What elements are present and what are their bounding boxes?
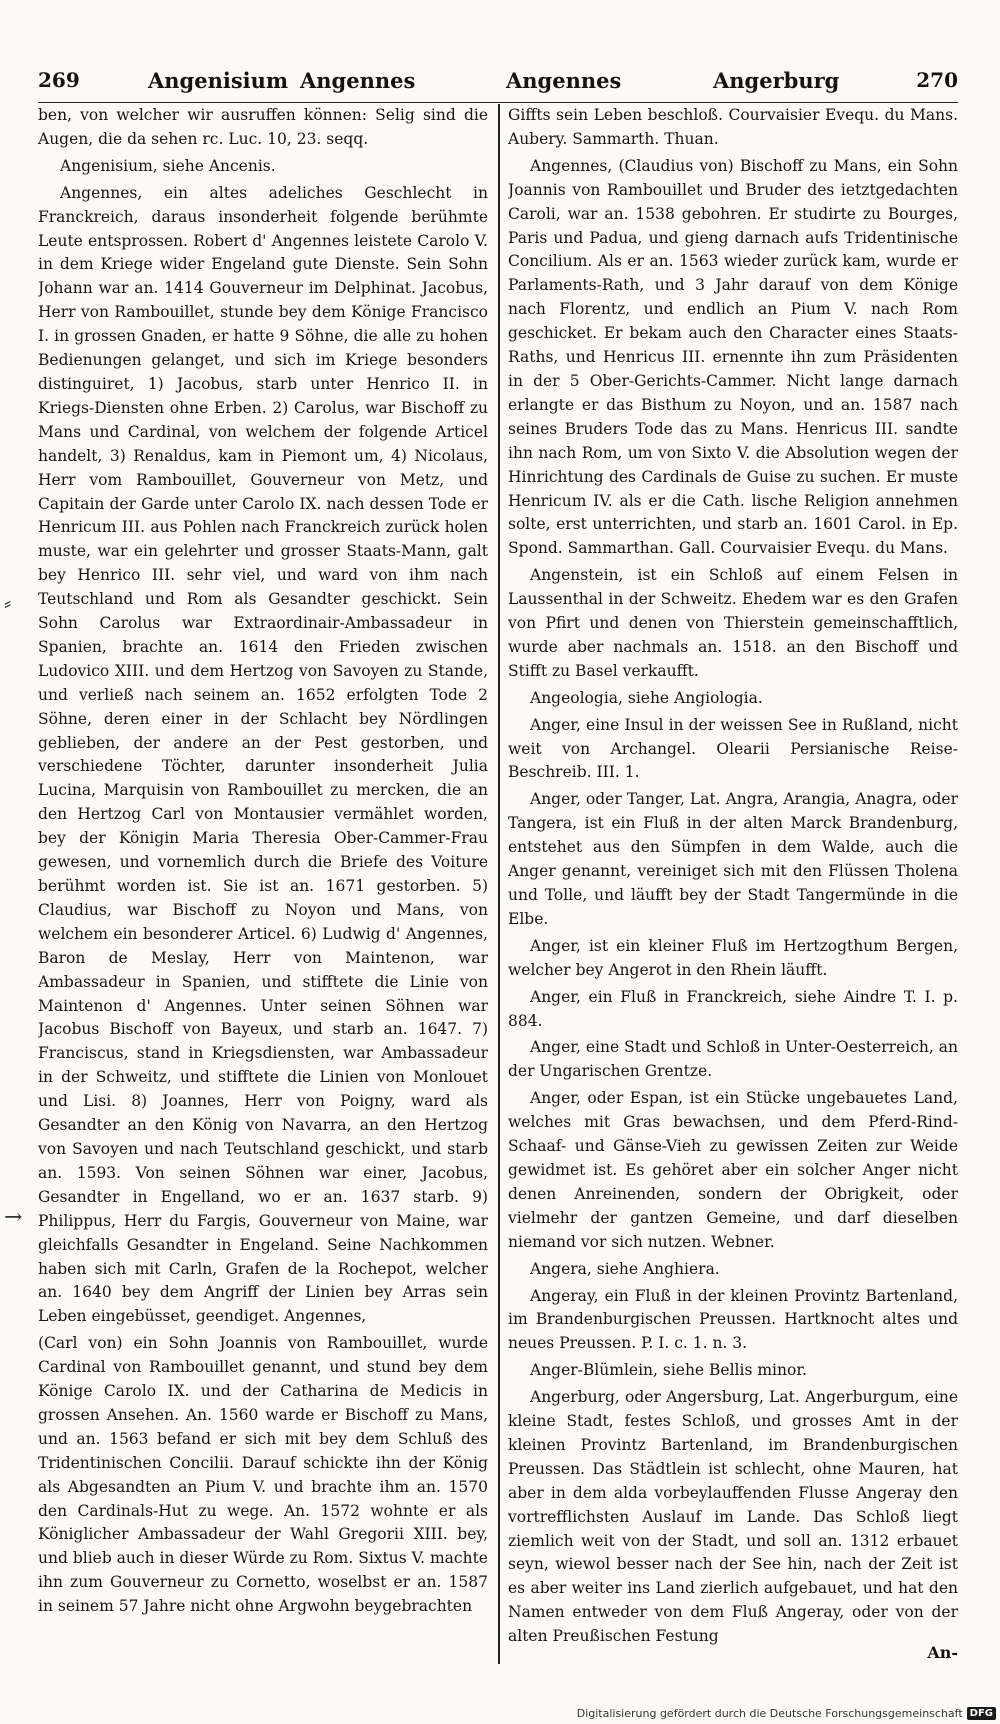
- running-header: [38, 68, 958, 103]
- entry-angeray: Angeray, ein Fluß in der kleinen Provintz Bartenland, im Brandenburgischen Preussen. Hartknocht altes und neues Preussen. P. I. c. 1. n. 3.: [508, 1286, 958, 1353]
- left-page-number: 269: [38, 68, 80, 92]
- entry-angerburg: Angerburg, oder Angersburg, Lat. Angerburgum, eine kleine Stadt, festes Schloß, und grosses Amt in der kleinen Provintz Bartenland, im Brandenburgischen Preussen. Das Städtlein ist schlecht, ohne Mauren, hat aber in dem alda vorbeylauffenden Flusse Angeray den vortrefflichsten Auslauf im Lande. Das Schloß liegt ziemlich weit von der Stadt, und soll an. 1312 erbauet seyn, wiewol besser nach der See hin, nach der Zeit ist es aber weiter ins Land zierlich aufgebauet, und hat den Namen entweder von dem Fluß Angeray, oder von der alten Preußischen Festung: [508, 1388, 958, 1646]
- entry-anger-tanger: Anger, oder Tanger, Lat. Angra, Arangia, Anagra, oder Tangera, ist ein Fluß in der alten Marck Brandenburg, entstehet aus den Sümpfen in dem Walde, auch die Anger genannt, vereiniget sich mit den Flüssen Tholena und Tolle, und läufft bey der Stadt Tangermünde in die Elbe.: [508, 790, 958, 928]
- dfg-logo-icon: DFG: [967, 1707, 996, 1720]
- entry-anger-bergen: Anger, ist ein kleiner Fluß im Hertzogthum Bergen, welcher bey Angerot in den Rhein läufft.: [508, 936, 958, 979]
- entry-continuation-right: Giffts sein Leben beschloß. Courvaisier Evequ. du Mans. Aubery. Sammarth. Thuan.: [508, 106, 958, 148]
- entry-angennes-family: Angennes, ein altes adeliches Geschlecht in Franckreich, daraus insonderheit folgende berühmte Leute entsprossen. Robert d' Angennes leistete Carolo V. in dem Kriege wider Engeland gute Dienste. Sein Sohn Johann war an. 1414 Gouverneur im Delphinat. Jacobus, Herr von Rambouillet, stunde bey dem Könige Francisco I. in grossen Gnaden, er hatte 9 Söhne, die alle zu hohen Bedienungen gelanget, und sich im Kriege besonders distinguiret, 1) Jacobus, starb unter Henrico II. in Kriegs-Diensten ohne Erben. 2) Carolus, war Bischoff zu Mans und Cardinal, von welchem der folgende Articel handelt, 3) Renaldus, kam in Piemont um, 4) Nicolaus, Herr vom Rambouillet, Gouverneur von Metz, und Capitain der Garde unter Carolo IX. nach dessen Tode er Henricum III. aus Pohlen nach Franckreich zurück holen muste, war ein gelehrter und grosser Staats-Mann, galt bey Henrico III. sehr viel, und ward von ihm nach Teutschland und Rom als Gesandter geschickt. Sein Sohn Carolus war Extraordinair-Ambassadeur in Spanien, brachte an. 1614 den Frieden zwischen Ludovico XIII. und dem Hertzog von Savoyen zu Stande, und verließ nach seinem an. 1652 erfolgten Tode 2 Söhne, deren einer in der Schlacht bey Nördlingen geblieben, der andere an der Pest gestorben, und verschiedene Töchter, darunter insonderheit Julia Lucina, Marquisin von Rambouillet zu mercken, die an den Hertzog Carl von Montausier vermählet worden, bey der Königin Maria Theresia Ober-Cammer-Frau gewesen, und vornemlich durch die Briefe des Voiture berühmt worden ist. Sie ist an. 1671 gestorben. 5) Claudius, war Bischoff zu Noyon und Mans, von welchem ein besonderer Articel. 6) Ludwig d' Angennes, Baron de Meslay, Herr von Maintenon, war Ambassadeur in Spanien, und stifftete die Linie von Maintenon d' Angennes. Unter seinen Söhnen war Jacobus Bischoff von Bayeux, und starb an. 1647. 7) Franciscus, stand in Kriegsdiensten, war Ambassadeur in der Schweitz, und stifftete die Linien von Monlouet und Lisi. 8) Joannes, Herr von Poigny, ward als Gesandter an den König von Navarra, an den Hertzog von Savoyen und nach Teutschland geschickt, und starb an. 1593. Von seinen Söhnen war einer, Jacobus, Gesandter in Engelland, wo er an. 1637 starb. 9) Philippus, Herr du Fargis, Gouverneur von Maine, war gleichfalls Gesandter in Engeland. Seine Nachkommen haben sich mit Carln, Grafen de la Rochepot, welcher an. 1640 bey dem Angriff der Linien bey Arras sein Leben eingebüsset, geendiget. Angennes,: [38, 183, 488, 1326]
- text-columns: [38, 104, 958, 1664]
- left-keyword-1: Angenisium: [148, 68, 289, 93]
- digitization-footer: [577, 1707, 996, 1720]
- footer-credit: Digitalisierung gefördert durch die Deutsche Forschungsgemeinschaft: [576, 1707, 963, 1720]
- right-page-number: 270: [916, 68, 958, 92]
- entry-anger-insul: Anger, eine Insul in der weissen See in Rußland, nicht weit von Archangel. Olearii Persianische Reise-Beschreib. III. 1.: [508, 715, 958, 782]
- entry-anger-franckreich: Anger, ein Fluß in Franckreich, siehe Aindre T. I. p. 884.: [508, 987, 958, 1030]
- entry-angennes-carl: (Carl von) ein Sohn Joannis von Rambouillet, wurde Cardinal von Rambouillet genannt, und stund bey dem Könige Carolo IX. und der Catharina de Medicis in grossen Ansehen. An. 1560 warde er Bischoff zu Mans, und an. 1563 befand er sich mit bey dem Schluß des Tridentinischen Concilii. Darauf schickte ihn der König als Abgesandten an Pium V. und brachte ihm an. 1570 den Cardinals-Hut zu wege. An. 1572 wohnte er als Königlicher Ambassadeur der Wahl Gregorii XIII. bey, und blieb auch in dieser Würde zu Rom. Sixtus V. machte ihn zum Gouverneur zu Cornetto, woselbst er an. 1587 in seinem 57 Jahre nicht ohne Argwohn beygebrachten: [38, 1334, 488, 1616]
- entry-anger-bluemlein: Anger-Blümlein, siehe Bellis minor.: [530, 1361, 807, 1380]
- right-column: [508, 104, 958, 1664]
- entry-angera: Angera, siehe Anghiera.: [530, 1259, 720, 1278]
- entry-angeologia: Angeologia, siehe Angiologia.: [530, 688, 763, 707]
- margin-arrow-mark: →: [4, 1205, 23, 1230]
- left-column: [38, 104, 488, 1664]
- entry-angenisium: Angenisium, siehe Ancenis.: [60, 156, 276, 175]
- entry-anger-espan: Anger, oder Espan, ist ein Stücke ungebauetes Land, welches mit Gras bewachsen, und dem Pferd-Rind-Schaaf- und Gänse-Vieh zu gewissen Zeiten zur Weide gewidmet ist. Es gehöret aber ein solcher Anger nicht denen Anreinenden, sondern der Obrigkeit, oder vielmehr der gantzen Gemeine, und darf dieselben niemand vor sich nutzen. Webner.: [508, 1089, 958, 1251]
- right-keyword-1: Angennes: [506, 68, 622, 93]
- entry-angenstein: Angenstein, ist ein Schloß auf einem Felsen in Laussenthal in der Schweitz. Ehedem war es den Grafen von Pfirt und denen von Thierstein gemeinschafftlich, wurde aber nachmals an. 1518. an den Bischoff und Stifft zu Basel verkaufft.: [508, 566, 958, 680]
- margin-squiggle-mark: ⸗: [4, 591, 12, 616]
- right-keyword-2: Angerburg: [713, 68, 840, 93]
- left-keyword-2: Angennes: [300, 68, 416, 93]
- entry-angennes-claudius: Angennes, (Claudius von) Bischoff zu Mans, ein Sohn Joannis von Rambouillet und Bruder des ietztgedachten Caroli, war an. 1538 gebohren. Er studirte zu Bourges, Paris und Padua, und gieng darnach aufs Tridentinische Concilium. Als er an. 1563 wieder zurück kam, wurde er Parlaments-Rath, und 3 Jahr darauf von dem Könige nach Florentz, und endlich an Pium V. nach Rom geschicket. Er bekam auch den Character eines Staats-Raths, und Henricus III. ernennte ihn zum Präsidenten in der 5 Ober-Gerichts-Cammer. Nicht lange darnach erlangte er das Bisthum zu Noyon, und an. 1587 nach seines Bruders Tode das zu Mans. Henricus III. sandte ihn nach Rom, um von Sixto V. die Absolution wegen der Hinrichtung des Cardinals de Guise zu suchen. Er muste Henricum IV. als er die Cath. lische Religion annehmen solte, erst unterrichten, und starb an. 1601 Carol. in Ep. Spond. Sammarthan. Gall. Courvaisier Evequ. du Mans.: [508, 156, 958, 558]
- entry-anger-stadt: Anger, eine Stadt und Schloß in Unter-Oesterreich, an der Ungarischen Grentze.: [508, 1038, 958, 1081]
- catchword: An-: [927, 1643, 958, 1662]
- column-divider: [498, 104, 500, 1664]
- entry-continuation: ben, von welcher wir ausruffen können: Selig sind die Augen, die da sehen rc. Luc. 10, 23. seqq.: [38, 106, 488, 148]
